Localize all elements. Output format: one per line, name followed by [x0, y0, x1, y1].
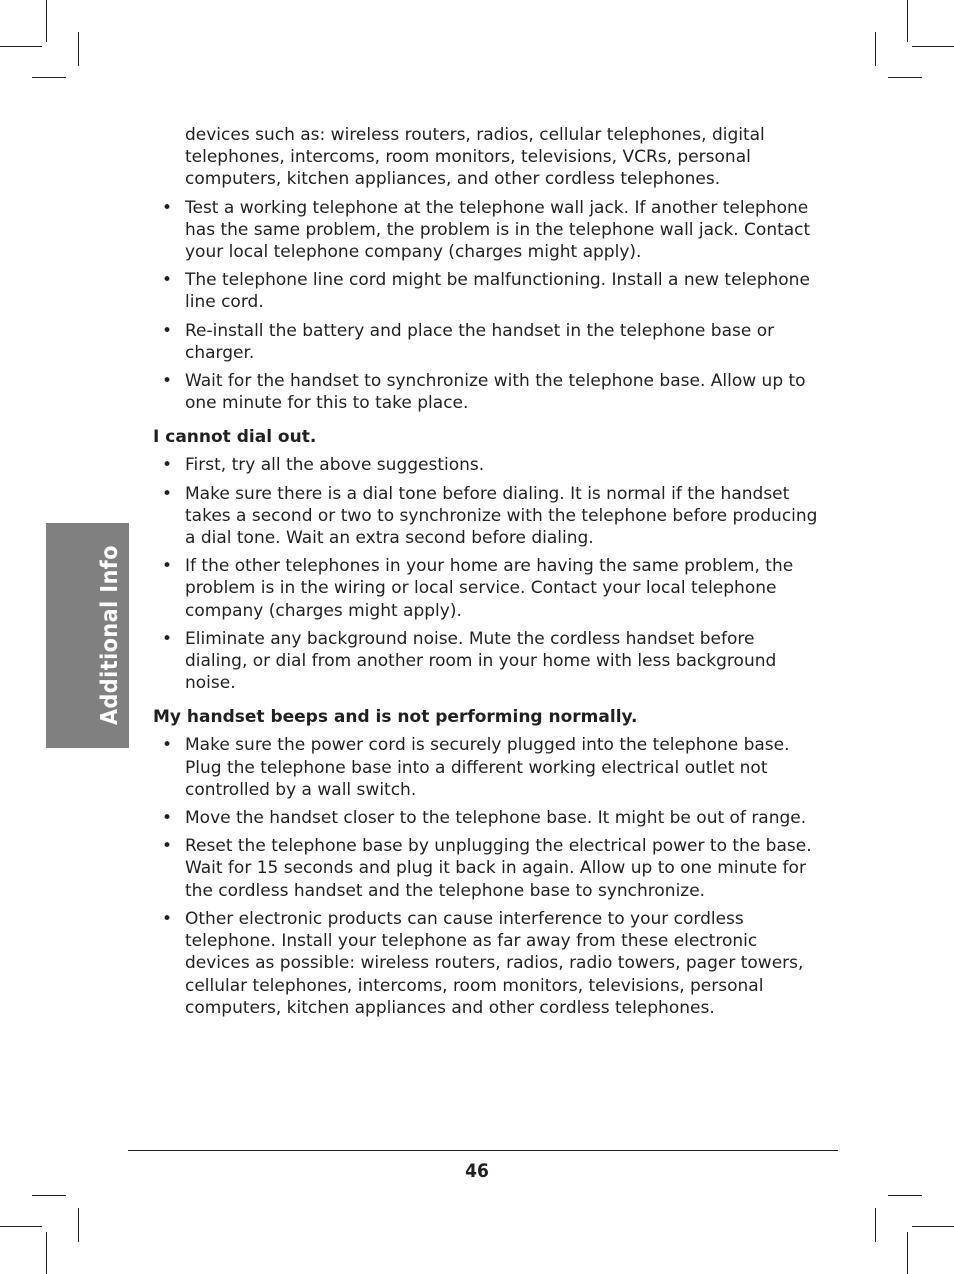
list-item: • Reset the telephone base by unplugging the electrical power to the base. Wait for 15 seconds and plug it back in again. Allow up to one minute for the cordless handset and the telephone base to synchronize.: [153, 835, 821, 902]
crop-mark: [888, 1195, 922, 1196]
list-item: • The telephone line cord might be malfunctioning. Install a new telephone line cord.: [153, 269, 821, 313]
list-item: • Move the handset closer to the telephone base. It might be out of range.: [153, 807, 821, 829]
list-item: • Other electronic products can cause interference to your cordless telephone. Install your telephone as far away from these electronic devices as possible: wireless routers, radios, radio towers, pager towers, cellular telephones, intercoms, room monitors, televisions, personal computers, kitchen appliances and other cordless telephones.: [153, 908, 821, 1019]
section-heading-cannot-dial-out: I cannot dial out.: [153, 427, 317, 448]
crop-mark: [875, 1208, 876, 1242]
dial-out-bullet-list: [153, 454, 821, 694]
list-item: • If the other telephones in your home are having the same problem, the problem is in the wiring or local service. Contact your local telephone company (charges might apply).: [153, 555, 821, 622]
handset-beeps-bullet-list: [153, 734, 821, 1018]
crop-mark: [888, 77, 922, 78]
crop-mark: [907, 0, 908, 42]
crop-mark: [875, 32, 876, 66]
intro-bullet-list: [153, 197, 821, 415]
crop-mark: [912, 46, 954, 47]
intro-continuation: devices such as: wireless routers, radios, cellular telephones, digital telephones, intercoms, room monitors, televisions, VCRs, personal computers, kitchen appliances, and other cordless telephones.: [185, 125, 765, 190]
crop-mark: [78, 1208, 79, 1242]
crop-mark: [907, 1232, 908, 1274]
crop-mark: [32, 1195, 66, 1196]
list-item: • Eliminate any background noise. Mute the cordless handset before dialing, or dial from another room in your home with less background noise.: [153, 628, 821, 695]
section-heading-handset-beeps: My handset beeps and is not performing normally.: [153, 707, 638, 728]
crop-mark: [0, 46, 42, 47]
crop-mark: [912, 1226, 954, 1227]
crop-mark: [0, 1226, 42, 1227]
list-item: • Make sure the power cord is securely plugged into the telephone base. Plug the telephone base into a different working electrical outlet not controlled by a wall switch.: [153, 734, 821, 801]
list-item: • Wait for the handset to synchronize with the telephone base. Allow up to one minute for this to take place.: [153, 370, 821, 414]
page-content: [153, 124, 821, 1025]
list-item: • Re-install the battery and place the handset in the telephone base or charger.: [153, 320, 821, 364]
crop-mark: [32, 77, 66, 78]
crop-mark: [46, 1232, 47, 1274]
list-item: • Make sure there is a dial tone before dialing. It is normal if the handset takes a second or two to synchronize with the telephone before producing a dial tone. Wait an extra second before dialing.: [153, 483, 821, 550]
list-item: • Test a working telephone at the telephone wall jack. If another telephone has the same problem, the problem is in the telephone wall jack. Contact your local telephone company (charges might apply).: [153, 197, 821, 264]
crop-mark: [78, 32, 79, 66]
list-item: • First, try all the above suggestions.: [153, 454, 821, 476]
page-number: 46: [465, 1160, 489, 1182]
crop-mark: [46, 0, 47, 42]
footer-divider: [128, 1150, 838, 1151]
section-side-tab-label: Additional Info: [97, 544, 123, 726]
